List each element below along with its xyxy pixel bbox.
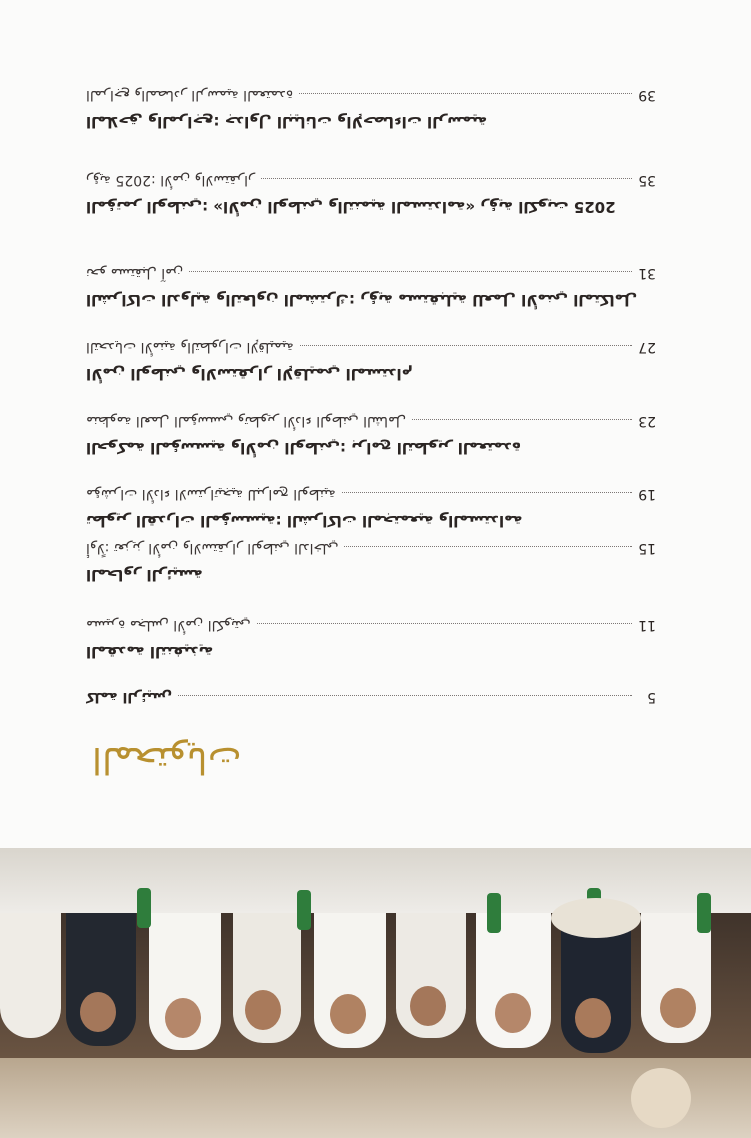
dot-leader <box>342 492 632 493</box>
entry-title: المقدمة التنفيذية <box>86 643 214 661</box>
entry-subtitle: مؤشرات الأداء الاستراتيجية للبرامج الوطنية <box>86 486 336 502</box>
entry-title: الشراكات الدولية والتعاون المشترك: رؤية مستقبلية للعمل الأمني المتكامل <box>86 291 638 309</box>
entry-subtitle: نحو مستقبل آمن <box>86 265 184 281</box>
page-number: 23 <box>638 413 656 429</box>
entry-subtitle: أولاً: تعزيز الأمن والاستقرار الوطني الداخلي <box>86 540 339 556</box>
entry-subtitle: مسيرة مجلس الأمن الكويتي <box>86 617 251 633</box>
dot-leader <box>189 271 632 272</box>
entry-title: المؤتمر الوطني: «الأمن الوطني والتنمية المستدامة» رؤية الكويت 2025 <box>86 198 616 216</box>
page-number: 5 <box>647 689 656 705</box>
page-number: 15 <box>638 540 656 556</box>
page-number: 27 <box>638 339 656 355</box>
toc-entry[interactable] <box>86 413 656 459</box>
dot-leader <box>299 93 632 94</box>
page-number: 19 <box>638 486 656 502</box>
toc-entry[interactable] <box>86 265 656 311</box>
entry-title: الأمن الوطني والاستقرار الإقليمي المستدام <box>86 365 413 383</box>
dot-leader <box>178 695 632 696</box>
entry-subtitle: رؤية 2025: الأمن والاستقرار <box>86 172 255 188</box>
page-number: 39 <box>638 87 656 103</box>
entry-subtitle: منظومة العمل المؤسسي وتطوير الأداء الوطني الشامل <box>86 413 407 429</box>
toc-heading: المحتويات <box>92 739 242 780</box>
entry-title: الملاحق والمراجع: جداول البيانات والإحصاءات الرسمية <box>86 113 488 131</box>
toc-entry[interactable] <box>86 486 656 532</box>
entry-subtitle: التحديات الأمنية والتطورات الإقليمية <box>86 339 294 355</box>
toc-entry[interactable] <box>86 339 656 385</box>
page-number: 11 <box>638 617 656 633</box>
dot-leader <box>261 178 632 179</box>
dot-leader <box>412 419 632 420</box>
conference-photo <box>0 848 751 1138</box>
entry-subtitle: كلمة الرئيس <box>86 689 173 705</box>
entry-title: تطوير القدرات المؤسسية: الشراكات المجتمعية والمستدامة <box>86 512 523 530</box>
entry-subtitle: المراجع والمصادر الرسمية المعتمدة <box>86 87 294 103</box>
dot-leader <box>344 546 632 547</box>
toc-entry[interactable] <box>86 540 656 586</box>
entry-title: المحاور الرئيسة <box>86 566 203 584</box>
toc-entry[interactable] <box>86 689 656 713</box>
dot-leader <box>300 345 632 346</box>
page-number: 35 <box>638 172 656 188</box>
entry-title: الحوكمة المؤسسية والأمن الوطني: برامج التطوير المعتمدة <box>86 439 521 457</box>
toc-entry[interactable] <box>86 172 656 218</box>
toc-entry[interactable] <box>86 617 656 663</box>
page-number: 31 <box>638 265 656 281</box>
dot-leader <box>257 623 632 624</box>
toc-entry[interactable] <box>86 87 656 133</box>
